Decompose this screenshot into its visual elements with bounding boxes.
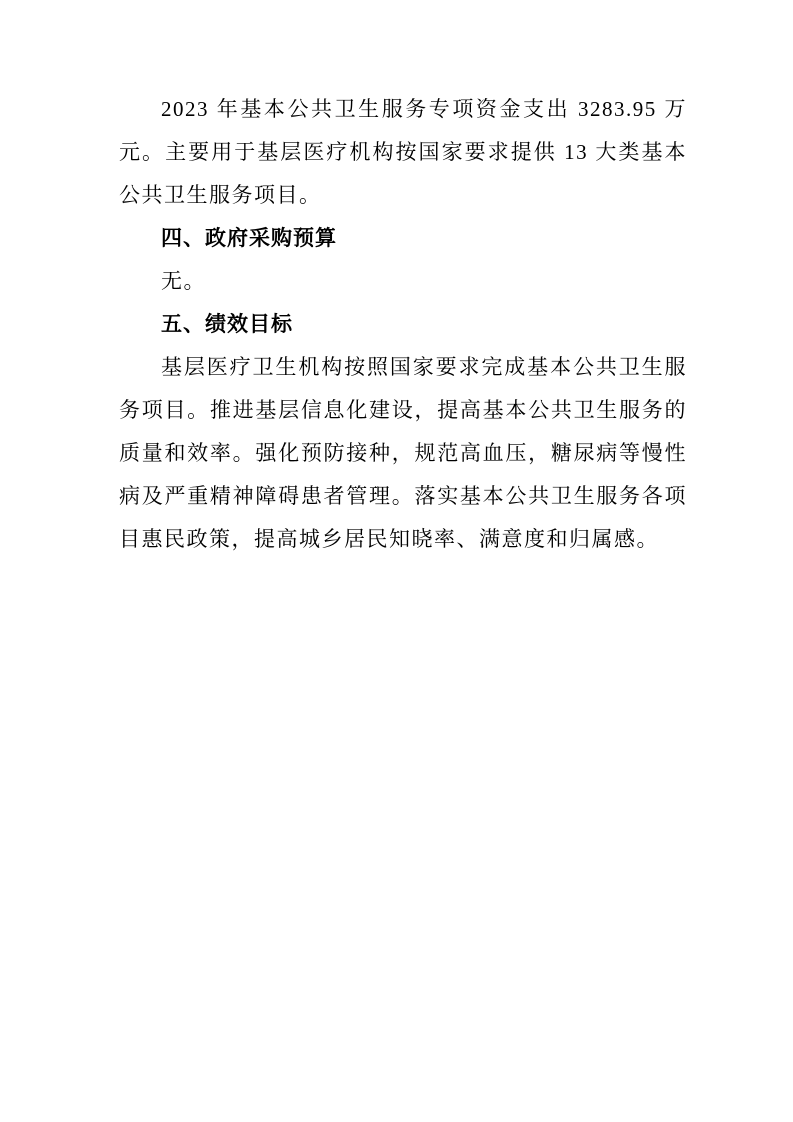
heading-performance-targets: 五、绩效目标 bbox=[161, 313, 293, 336]
paragraph-performance-targets: 基层医疗卫生机构按照国家要求完成基本公共卫生服务项目。推进基层信息化建设，提高基本公共卫生服务的质量和效率。强化预防接种，规范高血压，糖尿病等慢性病及严重精神障碍患者管理。落实基本公共卫生服务各项目惠民政策，提高城乡居民知晓率、满意度和归属感。 bbox=[119, 355, 687, 551]
paragraph-basic-public-health-funding: 2023 年基本公共卫生服务专项资金支出 3283.95 万元。主要用于基层医疗机构按国家要求提供 13 大类基本公共卫生服务项目。 bbox=[119, 97, 687, 207]
paragraph-none: 无。 bbox=[161, 269, 206, 293]
heading-government-procurement-budget: 四、政府采购预算 bbox=[161, 227, 337, 250]
